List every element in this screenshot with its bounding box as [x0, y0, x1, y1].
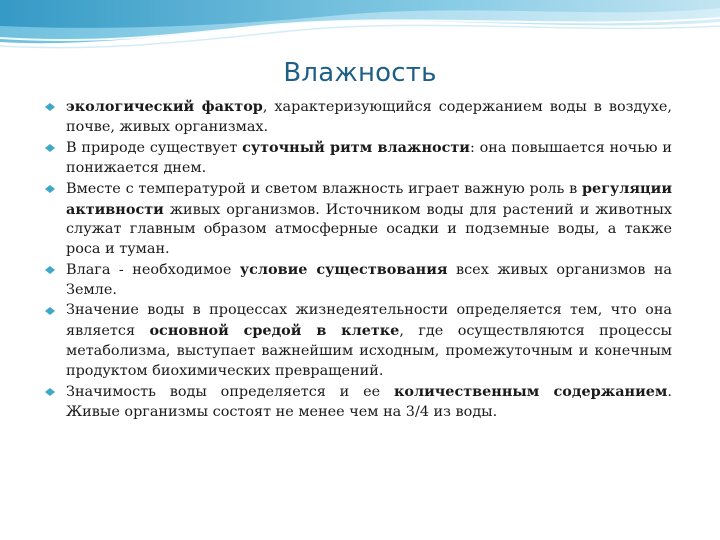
bullet-text: , характеризующийся содержанием воды в воздухе, почве, живых организмах.	[66, 99, 672, 135]
bullet-text: В природе существует	[66, 139, 243, 156]
bullet-text: живых организмов. Источником воды для растений и животных служат главным образом атмосферные осадки и подземные воды, а также роса и туман.	[66, 201, 672, 258]
bullet-text: : она повышается ночью и понижается днем.	[66, 139, 672, 176]
diamond-bullet-icon	[45, 266, 55, 274]
bullet-emphasis-text: суточный ритм влажности	[242, 138, 470, 156]
bullet-item	[44, 382, 672, 423]
bullet-item	[44, 179, 672, 261]
bullet-text: . Живые организмы состоят не менее чем на 3/4 из воды.	[66, 383, 672, 420]
bullet-emphasis-text: экологический фактор	[66, 98, 263, 115]
bullet-emphasis-text: основной средой в клетке	[149, 321, 400, 339]
bullet-item	[44, 301, 672, 382]
diamond-bullet-icon	[45, 144, 55, 152]
bullet-emphasis-text: условие существования	[239, 261, 448, 279]
diamond-bullet-icon	[45, 185, 55, 193]
bullet-text: , где осуществляются процессы метаболизма, выступает важнейшим исходным, промежуточным и конечным продуктом биохимических превращений.	[66, 322, 672, 379]
bullet-text: Значение воды в процессах жизнедеятельности определяется тем, что она является	[66, 302, 672, 339]
bullet-text: всех живых организмов на Земле.	[66, 262, 672, 299]
bullet-item	[44, 260, 672, 301]
slide-title: Влажность	[283, 58, 437, 88]
bullet-text: Вместе с температурой и светом влажность играет важную роль в	[66, 180, 582, 197]
diamond-bullet-icon	[45, 388, 55, 396]
bullet-emphasis-text: количественным содержанием	[393, 382, 668, 400]
diamond-bullet-icon	[45, 103, 55, 111]
diamond-bullet-icon	[45, 307, 55, 315]
bullet-list	[44, 97, 672, 423]
bullet-text: Влага - необходимое	[66, 262, 240, 279]
bullet-emphasis-text: регуляции активности	[66, 179, 672, 218]
bullet-text: Значимость воды определяется и ее	[66, 383, 394, 400]
bullet-item	[44, 138, 672, 179]
bullet-item	[44, 97, 672, 138]
